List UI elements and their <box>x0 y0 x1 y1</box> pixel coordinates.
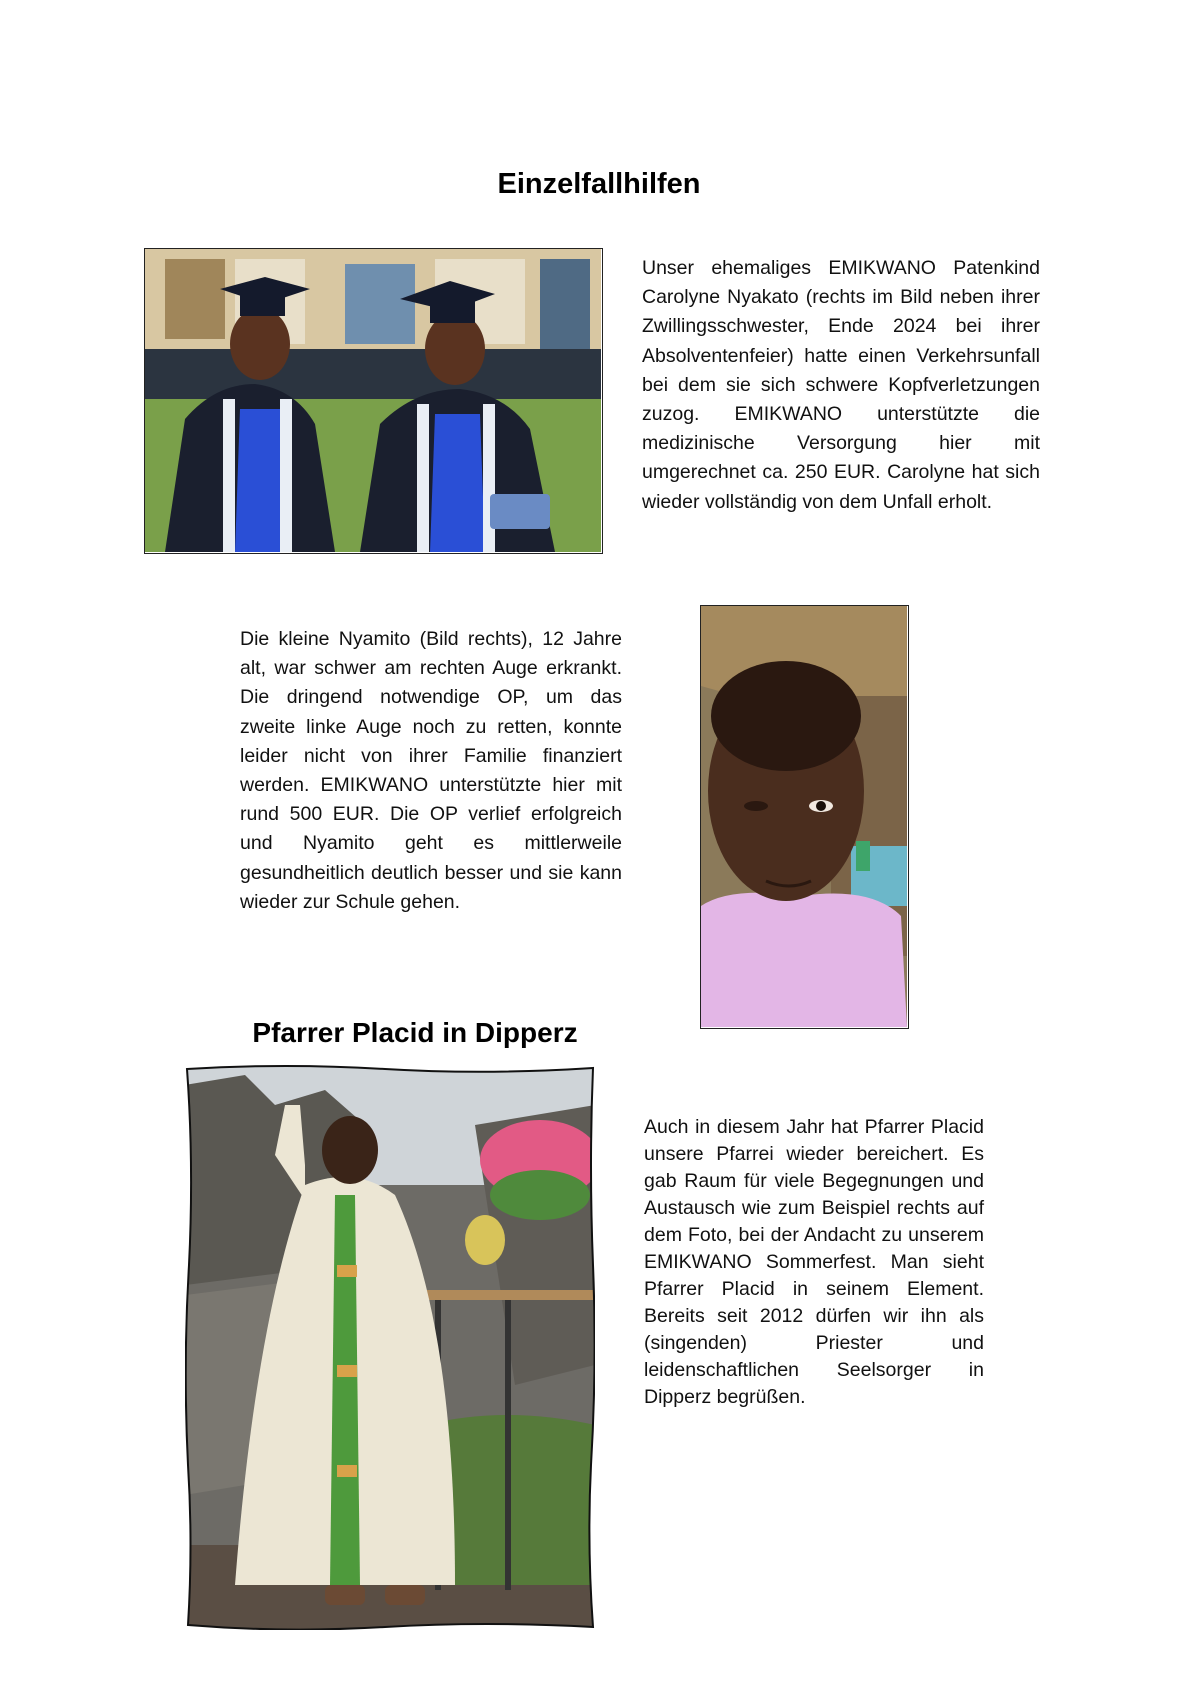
graduation-photo <box>144 248 603 554</box>
nyamito-paragraph: Die kleine Nyamito (Bild rechts), 12 Jahre alt, war schwer am rechten Auge erkrankt. Die dringend notwendige OP, um das zweite linke Auge noch zu retten, konnte leider nicht von ihrer Familie finanziert werden. EMIKWANO unterstützte hier mit rund 500 EUR. Die OP verlief erfolgreich und Nyamito geht es mittlerweile gesundheitlich deutlich besser und sie kann wieder zur Schule gehen. <box>240 628 622 913</box>
carolyne-paragraph: Unser ehemaliges EMIKWANO Patenkind Carolyne Nyakato (rechts im Bild neben ihrer Zwillingsschwester, Ende 2024 bei ihrer Absolventenfeier) hatte einen Verkehrsunfall bei dem sie sich schwere Kopfverletzungen zuzog. EMIKWANO unterstützte die medizinische Versorgung hier mit umgerechnet ca. 250 EUR. Carolyne hat sich wieder vollständig von dem Unfall erholt. <box>642 257 1040 513</box>
section-title-pfarrer-placid: Pfarrer Placid in Dipperz <box>252 1017 578 1048</box>
pfarrer-placid-paragraph: Auch in diesem Jahr hat Pfarrer Placid unsere Pfarrei wieder bereichert. Es gab Raum für viele Begegnungen und Austausch wie zum Beispiel rechts auf dem Foto, bei der Andacht zu unserem EMIKWANO Sommerfest. Man sieht Pfarrer Placid in seinem Element. Bereits seit 2012 dürfen wir ihn als (singenden) Priester und leidenschaftlichen Seelsorger in Dipperz begrüßen. <box>644 1116 984 1408</box>
nyamito-photo <box>700 605 909 1029</box>
section-title-einzelfallhilfen: Einzelfallhilfen <box>497 168 701 200</box>
pfarrer-placid-photo <box>185 1065 595 1630</box>
